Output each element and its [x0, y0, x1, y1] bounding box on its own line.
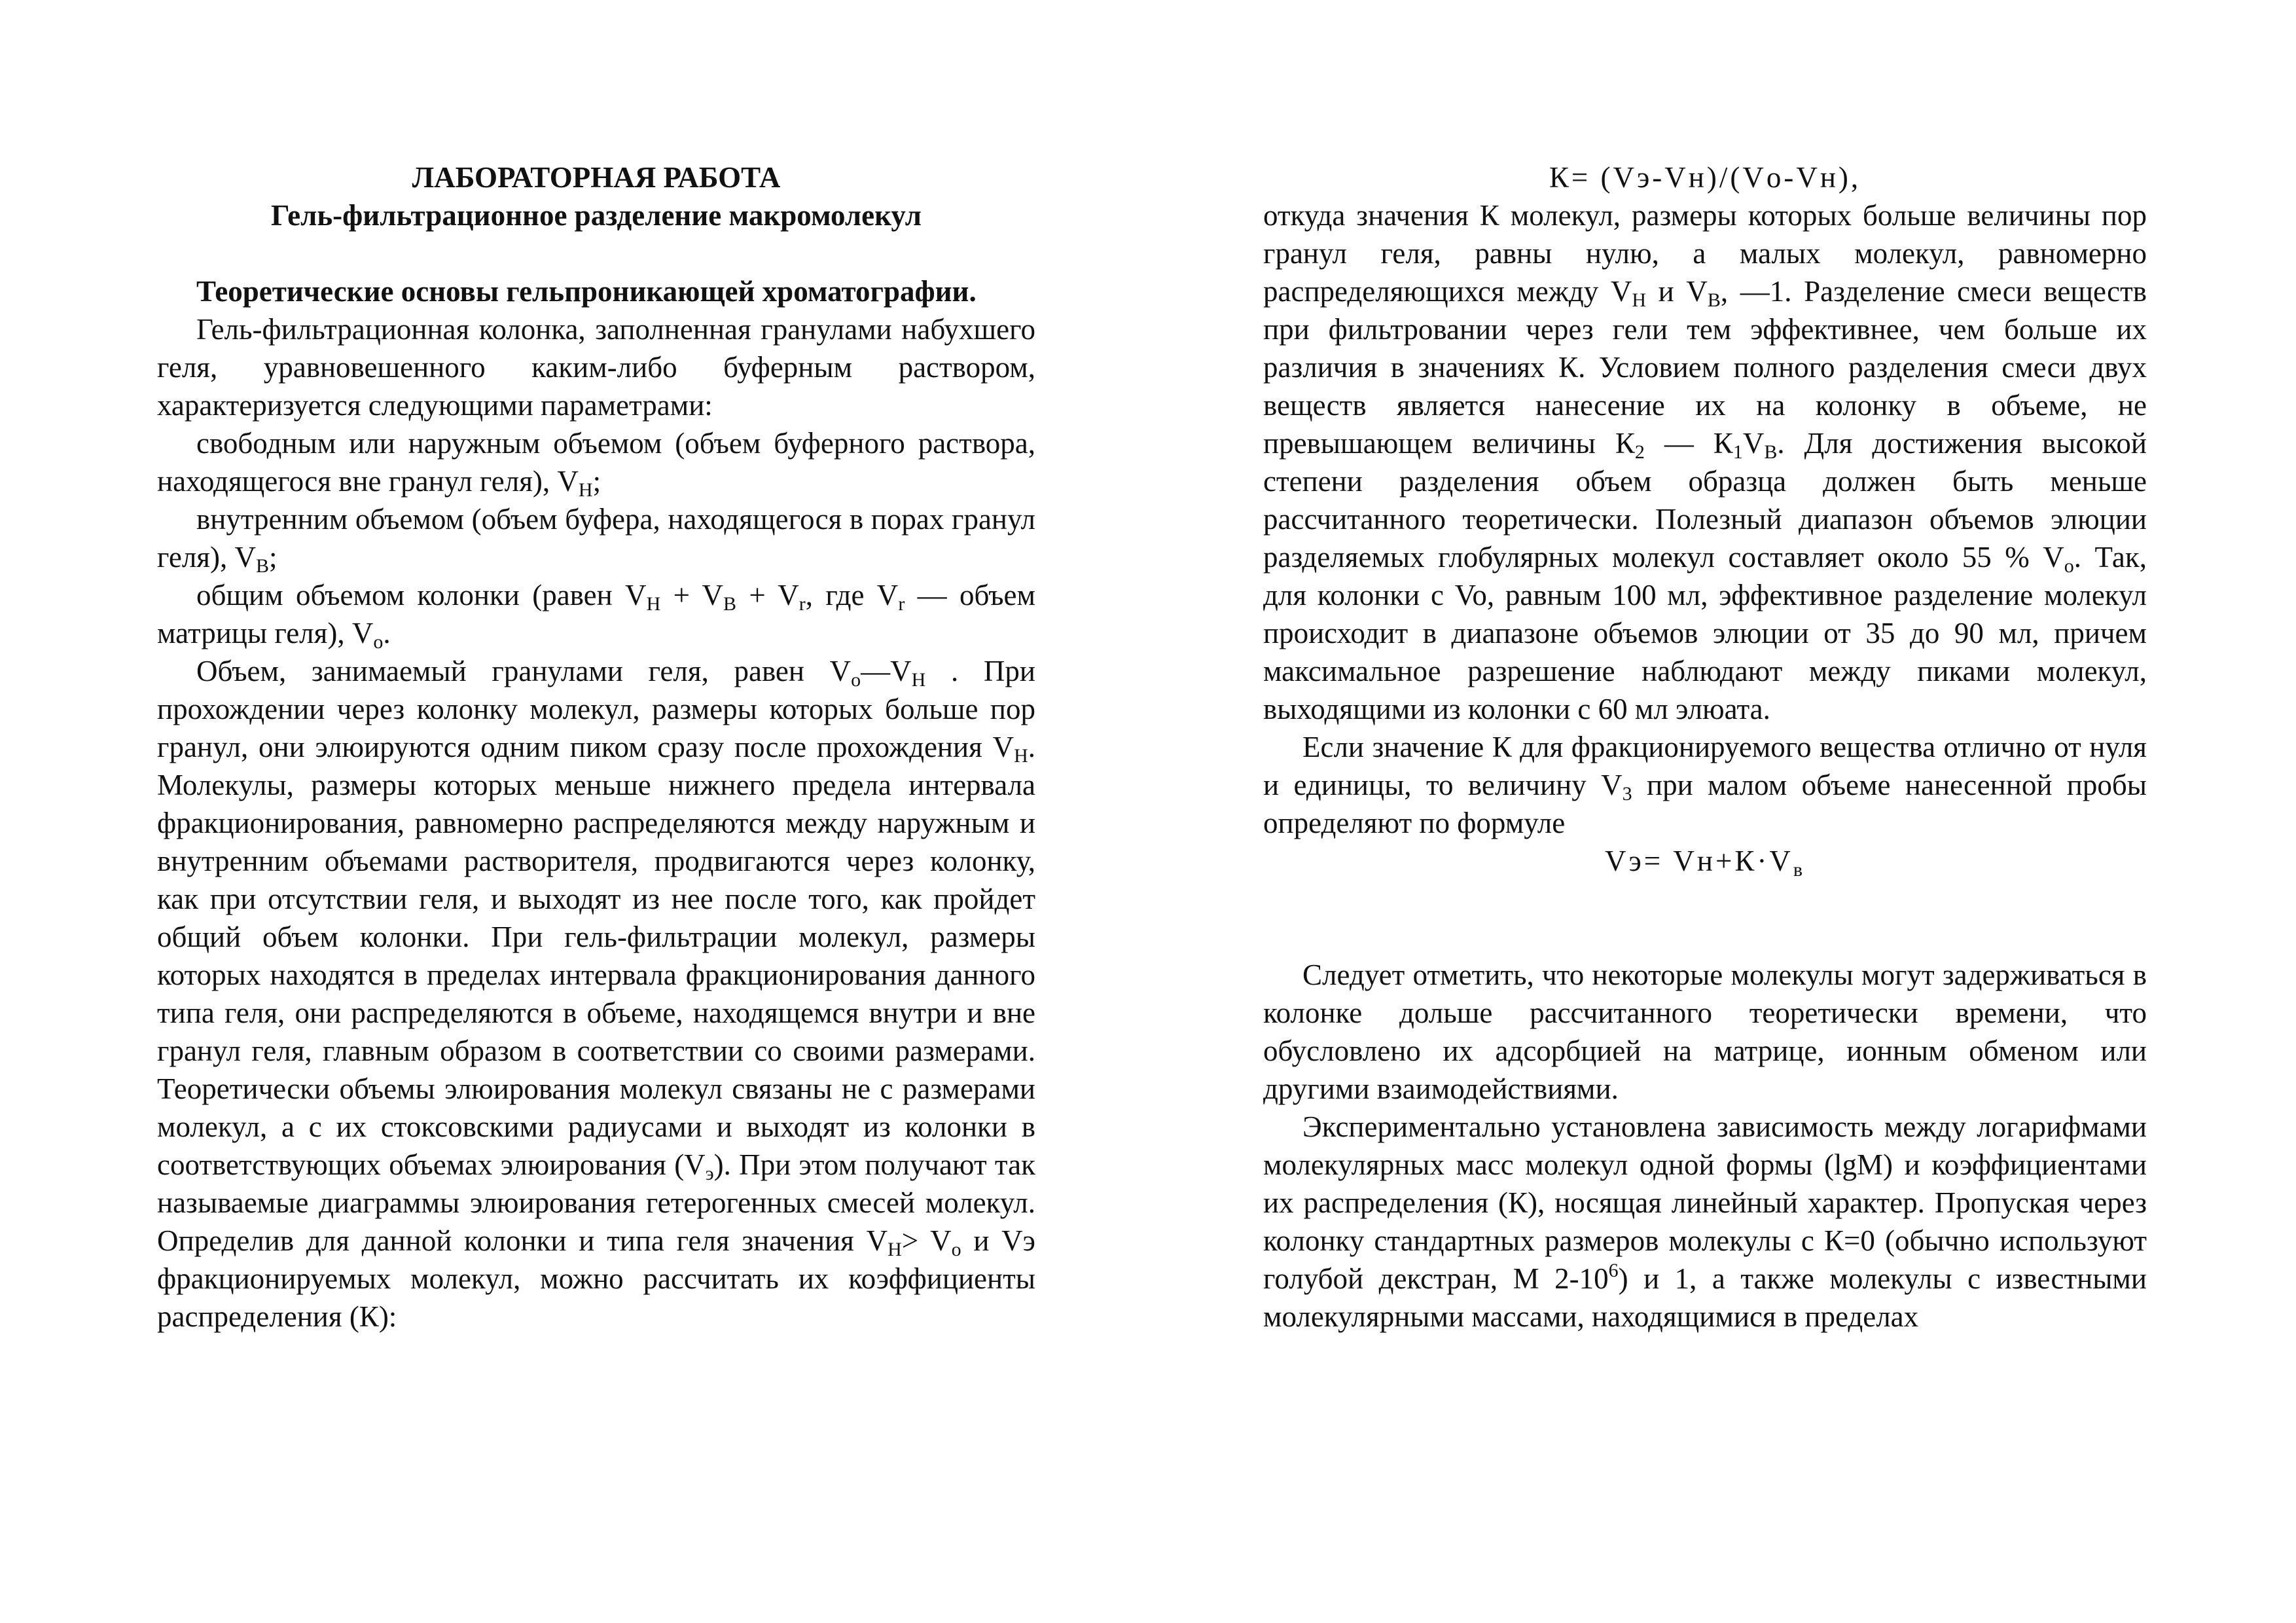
text-run: ) и 1, а также молекулы с известными молекулярными массами, находящимися в пределах: [1263, 1262, 2147, 1333]
text-run: Экспериментально установлена зависимость между логарифмами молекулярных масс молекул одной формы (lgM) и коэффициентами их распределения (К), носящая линейный характер. Пропуская через колонку стандартных размеров молекулы с К=0 (обычно используют голубой декстран, М 2-10: [1263, 1110, 2147, 1295]
paragraph-inner-volume: [157, 500, 1035, 576]
text-run: свободным или наружным объемом (объем буферного раствора, находящегося вне гранул геля), V: [157, 427, 1035, 498]
subscript: э: [705, 1163, 714, 1184]
section-heading: Теоретические основы гельпроникающей хроматографии.: [196, 275, 977, 308]
text-run: . Молекулы, размеры которых меньше нижнего предела интервала фракционирования, равномерно распределяются между наружным и внутренним объемами растворителя, продвигаются через колонку, как при отсутствии геля, и выходят из нее после того, как пройдет общий объем колонки. При гель-фильтрации молекул, размеры которых находятся в пределах интервала фракционирования данного типа геля, они распределяются в объеме, находящемся внутри и вне гранул геля, главным образом в соответствии со своими размерами. Теоретически объемы элюирования молекул связаны не с размерами молекул, а с их стоксовскими радиусами и выходят из колонки в соответствующих объемах элюирования (V: [157, 731, 1035, 1181]
left-column: [157, 158, 1035, 1336]
subscript: в: [1793, 859, 1806, 881]
subscript: 2: [1634, 441, 1645, 463]
text-run: и Vэ фракционируемых молекул, можно рассчитать их коэффициенты распределения (К):: [157, 1224, 1035, 1333]
subscript: B: [1707, 289, 1721, 311]
paragraph-free-volume: [157, 424, 1035, 500]
spacer: [157, 234, 1035, 272]
text-run: V: [1742, 427, 1765, 460]
text-run: .: [383, 617, 391, 649]
text-run: —V: [861, 655, 912, 687]
text-run: ;: [592, 465, 601, 498]
text-run: + V: [736, 579, 799, 611]
subscript: 3: [1622, 783, 1632, 805]
right-column: [1263, 158, 2147, 1336]
lab-title: ЛАБОРАТОРНАЯ РАБОТА: [412, 161, 781, 194]
text-run: . Так, для колонки с Vo, равным 100 мл, эффективное разделение молекул происходит в диапазоне объемов элюции от 35 до 90 мл, причем максимальное разрешение наблюдают между пиками молекул, выходящими из колонки с 60 мл элюата.: [1263, 541, 2147, 725]
subscript: 1: [1732, 441, 1743, 463]
text-run: откуда значения К молекул, размеры которых больше величины пор гранул геля, равны нулю, а малых молекул, равномерно распределяющихся между V: [1263, 199, 2147, 308]
text-run: внутренним объемом (объем буфера, находящегося в порах гранул геля), V: [157, 503, 1035, 574]
subscript: H: [1632, 289, 1647, 311]
paragraph-total-volume: [157, 576, 1035, 652]
subscript: o: [851, 669, 861, 691]
text-run: . При прохождении через колонку молекул, размеры которых больше пор гранул, они элюируются одним пиком сразу после прохождения V: [157, 655, 1035, 763]
text-run: Объем, занимаемый гранулами геля, равен V: [196, 655, 852, 687]
text-run: Если значение К для фракционируемого вещества отлично от нуля и единицы, то величину V: [1263, 731, 2147, 801]
text-run: . Для достижения высокой степени разделения объем образца должен быть меньше рассчитанного теоретически. Полезный диапазон объемов элюции разделяемых глобулярных молекул составляет около 55 % V: [1263, 427, 2147, 574]
paragraph-k-values: [1263, 196, 2147, 728]
text-run: при малом объеме нанесенной пробы определяют по формуле: [1263, 769, 2147, 839]
text-run: > V: [901, 1224, 952, 1257]
text-run: + V: [660, 579, 723, 611]
lab-subtitle: Гель-фильтрационное разделение макромолекул: [270, 199, 922, 232]
subscript: H: [911, 669, 926, 691]
subscript: o: [2064, 555, 2074, 577]
paragraph-calibration: [1263, 1108, 2147, 1336]
subscript: B: [723, 593, 737, 615]
subscript: o: [951, 1239, 961, 1260]
subscript: H: [646, 593, 661, 615]
text-run: ). При этом получают так называемые диаграммы элюирования гетерогенных смесей молекул. Определив для данной колонки и типа геля значения V: [157, 1148, 1035, 1257]
formula-distribution-coefficient: К= (Vэ-Vн)/(Vо-Vн),: [1549, 161, 1861, 194]
text-run: общим объемом колонки (равен V: [196, 579, 647, 611]
subscript: B: [1764, 441, 1778, 463]
text-run: Vэ= Vн+К·V: [1604, 845, 1793, 877]
superscript: 6: [1608, 1260, 1619, 1281]
text-run: ;: [269, 541, 278, 574]
text-run: и V: [1646, 275, 1708, 308]
paragraph-intro: Гель-фильтрационная колонка, заполненная гранулами набухшего геля, уравновешенного каким-либо буферным раствором, характеризуется следующими параметрами:: [157, 313, 1035, 422]
text-run: — К: [1644, 427, 1733, 460]
paragraph-adsorption-note: Следует отметить, что некоторые молекулы могут задерживаться в колонке дольше рассчитанного теоретически времени, что обусловлено их адсорбцией на матрице, ионным обменом или другими взаимодействиями.: [1263, 958, 2147, 1105]
subscript: H: [578, 479, 593, 501]
formula-elution-volume: [1263, 842, 2147, 880]
subscript: r: [798, 593, 806, 615]
subscript: H: [1014, 745, 1028, 767]
text-run: , где V: [805, 579, 899, 611]
paragraph-gel-volume: [157, 652, 1035, 1336]
text-run: — объем матрицы геля), V: [157, 579, 1035, 649]
subscript: B: [255, 555, 269, 577]
subscript: H: [888, 1239, 902, 1260]
subscript: o: [373, 631, 384, 653]
paragraph-k-formula-intro: [1263, 728, 2147, 842]
subscript: r: [898, 593, 905, 615]
text-run: , —1. Разделение смеси веществ при фильтровании через гели тем эффективнее, чем больше их различия в значениях К. Условием полного разделения смеси двух веществ является нанесение их на колонку в объеме, не превышающем величины К: [1263, 275, 2147, 460]
